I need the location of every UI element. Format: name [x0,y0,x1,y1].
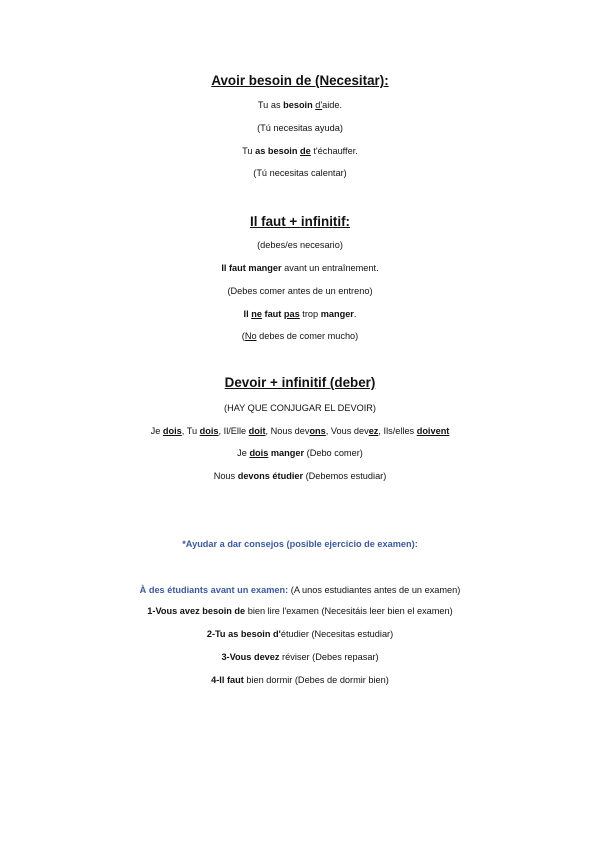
conjugation-line: Je dois, Tu dois, Il/Elle doit, Nous devons, Vous devez, Ils/elles doivent [150,426,450,436]
advice-heading: *Ayudar a dar consejos (posible ejercicio de examen): [182,539,418,549]
advice-item: 1-Vous avez besoin de bien lire l'examen (Necesitáis leer bien el examen) [147,606,453,616]
example-line: Il ne faut pas trop manger. [243,309,357,319]
heading-avoir-besoin: Avoir besoin de (Necesitar): [211,73,389,88]
advice-intro: À des étudiants avant un examen: (A unos estudiantes antes de un examen) [139,585,461,595]
example-line: Je dois manger (Debo comer) [237,448,363,458]
advice-item: 2-Tu as besoin d'étudier (Necesitas estudiar) [206,629,394,639]
example-line: Il faut manger avant un entraînement. [221,263,379,273]
advice-item: 3-Vous devez réviser (Debes repasar) [221,652,379,662]
translation-line: (Tú necesitas calentar) [253,168,347,178]
translation-line: (Tú necesitas ayuda) [257,123,343,133]
translation-line: (debes/es necesario) [257,240,343,250]
translation-line: (No debes de comer mucho) [241,331,359,341]
example-line: Nous devons étudier (Debemos estudiar) [213,471,387,481]
example-line: Tu as besoin d'aide. [257,100,343,110]
example-line: Tu as besoin de t'échauffer. [242,146,358,156]
heading-il-faut: Il faut + infinitif: [249,214,351,229]
translation-line: (Debes comer antes de un entreno) [227,286,373,296]
note-line: (HAY QUE CONJUGAR EL DEVOIR) [224,403,376,413]
heading-devoir: Devoir + infinitif (deber) [224,375,376,390]
advice-item: 4-Il faut bien dormir (Debes de dormir bien) [211,675,389,685]
